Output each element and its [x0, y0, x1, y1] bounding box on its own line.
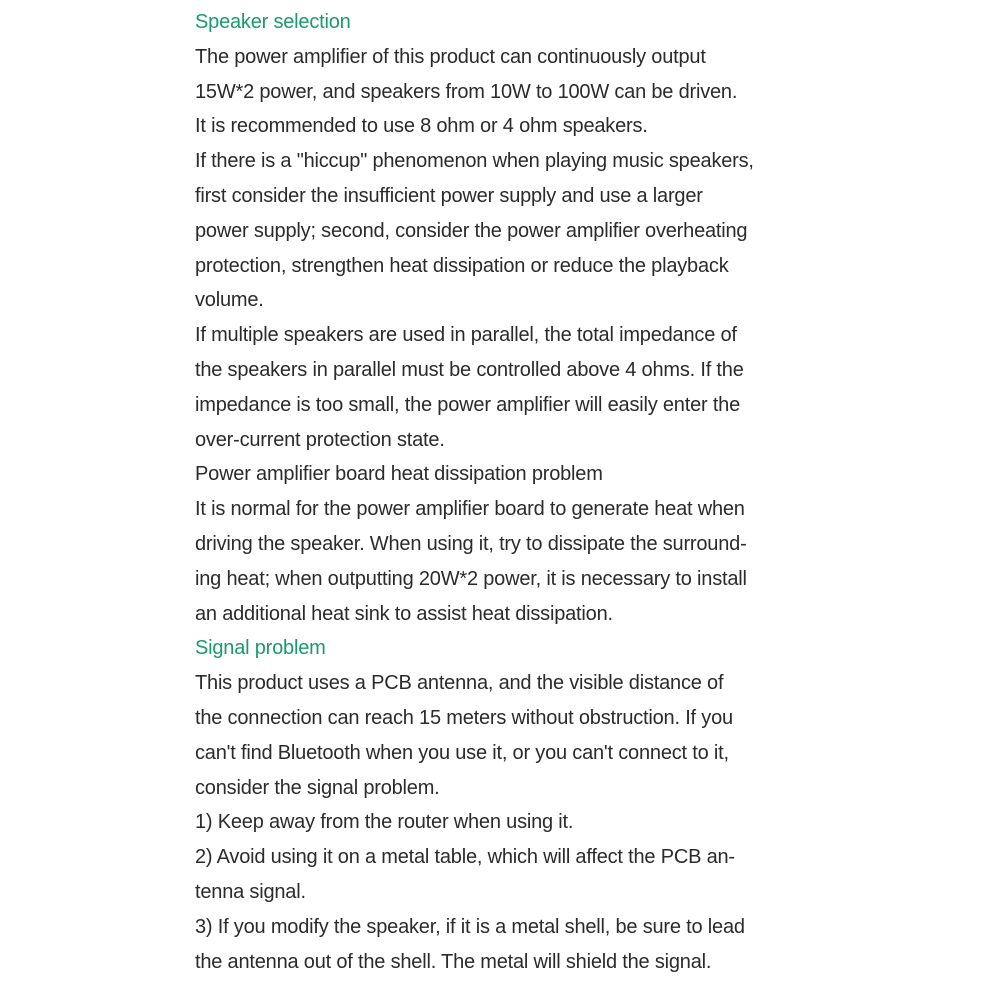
speaker-line-2: 15W*2 power, and speakers from 10W to 100W can be driven. [195, 80, 738, 103]
signal-line-5: 1) Keep away from the router when using it. [195, 811, 574, 834]
speaker-line-9: If multiple speakers are used in parallel, the total impedance of [195, 324, 737, 347]
signal-line-4: consider the signal problem. [195, 776, 440, 799]
signal-line-7: tenna signal. [195, 880, 306, 903]
speaker-line-6: power supply; second, consider the power amplifier overheating [195, 219, 748, 242]
heat-line-4: an additional heat sink to assist heat dissipation. [195, 602, 613, 625]
speaker-line-1: The power amplifier of this product can continuously output [195, 45, 706, 68]
signal-problem-heading: Signal problem [195, 637, 326, 660]
speaker-line-7: protection, strengthen heat dissipation or reduce the playback [195, 254, 729, 277]
document-body [195, 5, 815, 979]
speaker-line-8: volume. [195, 289, 264, 312]
speaker-line-12: over-current protection state. [195, 428, 445, 451]
speaker-line-10: the speakers in parallel must be controlled above 4 ohms. If the [195, 358, 744, 381]
heat-dissipation-heading: Power amplifier board heat dissipation problem [195, 463, 603, 486]
signal-line-6: 2) Avoid using it on a metal table, which will affect the PCB an- [195, 846, 735, 869]
heat-line-1: It is normal for the power amplifier board to generate heat when [195, 498, 745, 521]
speaker-line-3: It is recommended to use 8 ohm or 4 ohm speakers. [195, 115, 648, 138]
signal-line-1: This product uses a PCB antenna, and the visible distance of [195, 672, 724, 695]
speaker-line-4: If there is a "hiccup" phenomenon when playing music speakers, [195, 150, 754, 173]
heat-line-3: ing heat; when outputting 20W*2 power, it is necessary to install [195, 567, 747, 590]
speaker-line-11: impedance is too small, the power amplifier will easily enter the [195, 393, 741, 416]
signal-line-2: the connection can reach 15 meters without obstruction. If you [195, 706, 733, 729]
signal-line-9: the antenna out of the shell. The metal will shield the signal. [195, 950, 712, 973]
signal-line-3: can't find Bluetooth when you use it, or you can't connect to it, [195, 741, 729, 764]
signal-line-8: 3) If you modify the speaker, if it is a metal shell, be sure to lead [195, 915, 745, 938]
speaker-selection-heading: Speaker selection [195, 11, 351, 33]
heat-line-2: driving the speaker. When using it, try to dissipate the surround- [195, 532, 747, 555]
speaker-line-5: first consider the insufficient power supply and use a larger [195, 184, 703, 207]
